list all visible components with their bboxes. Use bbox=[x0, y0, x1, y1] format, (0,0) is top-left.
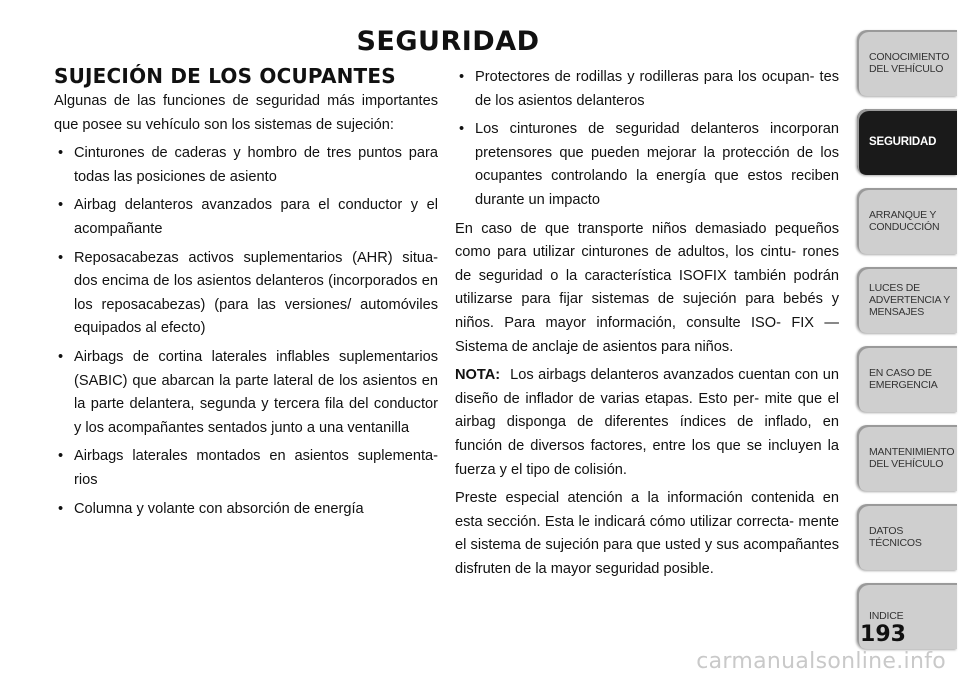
list-item: • Protectores de rodillas y rodilleras para los ocupan- tes de los asientos delanteros bbox=[455, 66, 839, 113]
list-item: • Los cinturones de seguridad delanteros incorporan pretensores que pueden mejorar la protección de los ocupantes controlando la energía que estos reciben durante un impacto bbox=[455, 118, 839, 212]
list-item: • Airbags de cortina laterales inflables suplementarios (SABIC) que abarcan la parte lateral de los asientos en la parte delantera, segunda y tercera fila del conductor y los acompañantes sentados junto a una ventanilla bbox=[54, 346, 438, 440]
intro-paragraph: Algunas de las funciones de seguridad más importantes que posee su vehículo son los sistemas de sujeción: bbox=[54, 93, 438, 133]
watermark: carmanualsonline.info bbox=[696, 649, 946, 674]
left-column bbox=[54, 62, 438, 526]
restraint-list-continued bbox=[455, 66, 839, 213]
attention-paragraph: Preste especial atención a la información contenida en esta sección. Esta le indicará cómo utilizar correcta- mente el sistema de sujeción para que usted y sus acompañantes disfruten de la mayor seguridad posible. bbox=[455, 490, 839, 577]
tab-label: CONOCIMIENTO DEL VEHÍCULO bbox=[869, 51, 950, 75]
tab-label: INDICE bbox=[869, 610, 904, 622]
tab-conocimiento-del-vehiculo[interactable] bbox=[857, 30, 957, 96]
list-item: • Reposacabezas activos suplementarios (AHR) situa- dos encima de los asientos delanteros (incorporados en los reposacabezas) (para las versiones/ automóviles equipados al efecto) bbox=[54, 247, 438, 341]
tab-arranque-y-conduccion[interactable] bbox=[857, 188, 957, 254]
tab-luces-de-advertencia[interactable] bbox=[857, 267, 957, 333]
list-item: • Columna y volante con absorción de energía bbox=[54, 498, 438, 522]
tab-label: MANTENIMIENTO DEL VEHÍCULO bbox=[869, 446, 955, 470]
list-item: • Cinturones de caderas y hombro de tres puntos para todas las posiciones de asiento bbox=[54, 142, 438, 189]
right-column bbox=[455, 66, 839, 586]
tab-label: ARRANQUE Y CONDUCCIÓN bbox=[869, 209, 940, 233]
tab-label: EN CASO DE EMERGENCIA bbox=[869, 367, 938, 391]
note-text: Los airbags delanteros avanzados cuentan con un diseño de inflador de varias etapas. Esto per- mite que el airbag disponga de diferentes índices de inflado, en función de diversos factores, entre los que se incluyen la fuerza y el tipo de colisión. bbox=[455, 367, 839, 478]
tab-seguridad[interactable] bbox=[857, 109, 957, 175]
tab-label: SEGURIDAD bbox=[869, 136, 937, 148]
page-title: SEGURIDAD bbox=[356, 26, 540, 57]
tab-label: DATOS TÉCNICOS bbox=[869, 525, 922, 549]
page-number: 193 bbox=[860, 622, 906, 647]
section-title: SUJECIÓN DE LOS OCUPANTES bbox=[54, 64, 396, 88]
tab-en-caso-de-emergencia[interactable] bbox=[857, 346, 957, 412]
note-label: NOTA: bbox=[455, 367, 501, 384]
tab-datos-tecnicos[interactable] bbox=[857, 504, 957, 570]
child-restraint-paragraph: En caso de que transporte niños demasiado pequeños como para utilizar cinturones de adultos, los cintu- rones de seguridad o la característica ISOFIX también podrán utilizarse para fijar sistemas de sujeción para bebés y niños. Para mayor información, consulte ISO- FIX — Sistema de anclaje de asientos para niños. bbox=[455, 220, 839, 355]
tab-label: LUCES DE ADVERTENCIA Y MENSAJES bbox=[869, 282, 950, 318]
restraint-list bbox=[54, 142, 438, 521]
tab-mantenimiento-del-vehiculo[interactable] bbox=[857, 425, 957, 491]
note-paragraph bbox=[455, 364, 839, 482]
list-item: • Airbag delanteros avanzados para el conductor y el acompañante bbox=[54, 194, 438, 241]
list-item: • Airbags laterales montados en asientos suplementa- rios bbox=[54, 445, 438, 492]
